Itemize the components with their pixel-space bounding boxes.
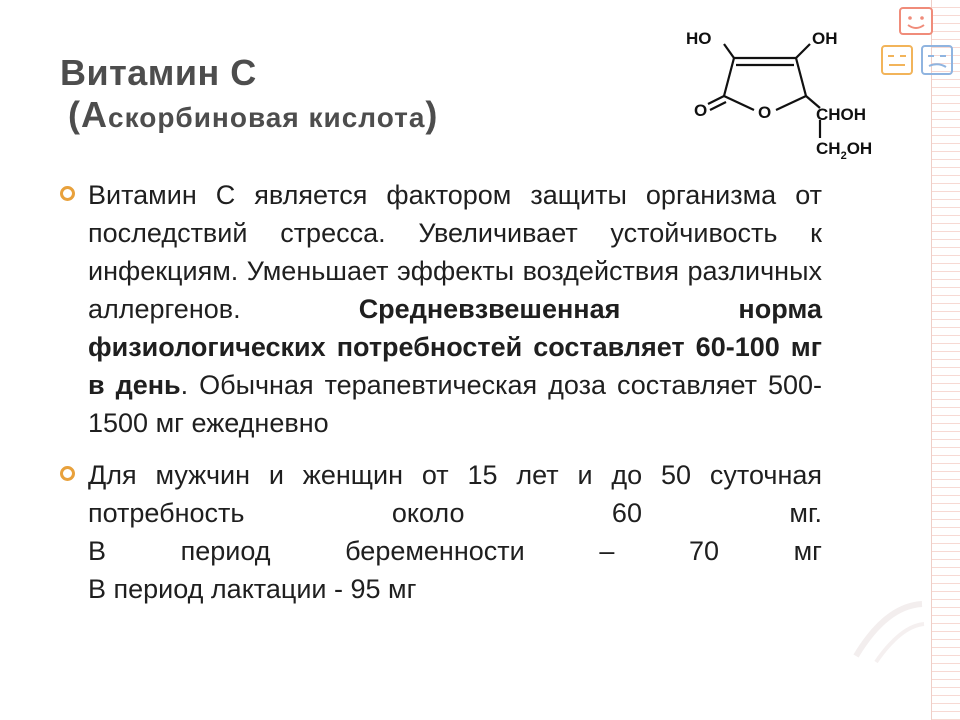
label-o-ring: O — [758, 103, 772, 122]
lactone-ring — [708, 44, 820, 138]
corner-decoration — [846, 596, 926, 666]
title-line-1 — [60, 52, 620, 94]
title-cap-letter: В — [60, 52, 87, 93]
bullet-1-regular-text: Витамин С является фактором защиты организма от последствий стресса. Увеличивает устойчивость к инфекциям. Уменьшает эффекты воздействия различных аллергенов. — [88, 180, 822, 324]
label-choh: CHOH — [816, 105, 867, 124]
label-oh-end: OH — [846, 139, 873, 158]
bullet-1-bold-text: Средневзвешенная норма физиологических потребностей составляет 60-100 мг в день — [88, 294, 822, 400]
subtitle-cap-letter: А — [81, 94, 108, 136]
circle-bullet-icon — [60, 186, 75, 201]
title-line-2 — [60, 94, 620, 136]
label-ho: HO — [686, 29, 712, 48]
bullet-2-line-2: потребность около 60 мг. — [88, 498, 822, 528]
side-stripe-decoration — [931, 0, 960, 720]
bullet-text-1 — [88, 176, 822, 442]
label-ch: CH — [816, 139, 841, 158]
label-ch2oh — [816, 139, 872, 162]
label-subscript-2: 2 — [840, 150, 847, 162]
ascorbic-acid-structure-diagram — [678, 20, 888, 170]
smiley-faces-icon — [878, 6, 958, 80]
bullet-2-line-4: В период лактации - 95 мг — [88, 574, 417, 604]
label-o-carbonyl: O — [694, 101, 708, 120]
circle-bullet-icon — [60, 466, 75, 481]
bullet-1-regular-text-2: . Обычная терапевтическая доза составляет 500-1500 мг ежедневно — [88, 370, 822, 438]
title-paren-close: ) — [425, 94, 439, 136]
bullet-text-2 — [88, 456, 822, 608]
bullet-item-1 — [60, 176, 822, 442]
content-body — [60, 176, 822, 622]
subtitle-rest: скорбиновая кислота — [108, 102, 426, 134]
title-rest: итамин С — [86, 52, 257, 93]
bullet-2-line-1: Для мужчин и женщин от 15 лет и до 50 суточная — [88, 460, 822, 490]
title-paren-open: ( — [68, 94, 81, 136]
label-oh: OH — [812, 29, 838, 48]
bullet-2-line-3: В период беременности – 70 мг — [88, 536, 822, 566]
bullet-item-2 — [60, 456, 822, 608]
slide-title — [60, 52, 620, 137]
